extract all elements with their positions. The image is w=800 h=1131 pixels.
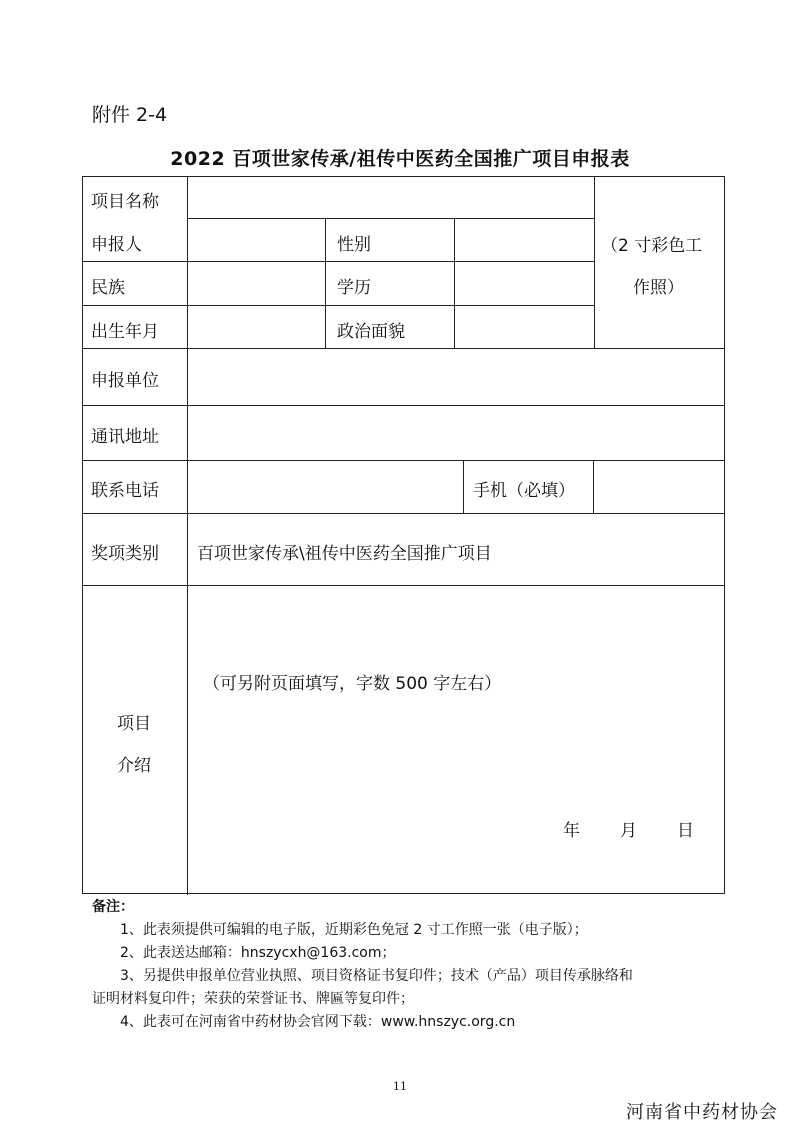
notes-section: [92, 896, 633, 1034]
row-divider: [83, 585, 725, 586]
row-divider: [83, 348, 725, 349]
label-mobile: 手机（必填）: [473, 481, 575, 501]
photo-placeholder-line2: 作照）: [633, 278, 684, 298]
date-year: 年: [563, 821, 580, 841]
column-divider: [594, 177, 595, 348]
note-item: 3、另提供申报单位营业执照、项目资格证书复印件；技术（产品）项目传承脉络和: [120, 968, 633, 984]
column-divider: [325, 218, 326, 348]
notes-heading: 备注：: [92, 899, 134, 915]
attachment-label: 附件 2-4: [92, 104, 168, 126]
date-day: 日: [677, 821, 694, 841]
intro-hint: （可另附页面填写，字数 500 字左右）: [203, 674, 502, 694]
award-category-value: 百项世家传承\祖传中医药全国推广项目: [197, 544, 492, 564]
application-form-table: [82, 176, 725, 894]
row-divider: [83, 460, 725, 461]
note-item: 4、此表可在河南省中药材协会官网下载：www.hnszyc.org.cn: [120, 1014, 516, 1030]
row-divider: [83, 405, 725, 406]
column-divider: [187, 177, 188, 895]
row-divider: [83, 305, 594, 306]
label-applicant: 申报人: [91, 235, 142, 255]
footer-organization: 河南省中药材协会: [626, 1102, 778, 1123]
row-divider: [83, 261, 594, 262]
photo-placeholder-line1: （2 寸彩色工: [601, 236, 703, 256]
date-month: 月: [620, 821, 637, 841]
label-unit: 申报单位: [91, 371, 159, 391]
label-birth-date: 出生年月: [91, 322, 159, 342]
note-item: 2、此表送达邮箱：hnszycxh@163.com；: [120, 945, 396, 961]
label-project-name: 项目名称: [91, 192, 159, 212]
label-award-category: 奖项类别: [91, 544, 159, 564]
row-divider: [83, 513, 725, 514]
note-item: 1、此表须提供可编辑的电子版，近期彩色免冠 2 寸工作照一张（电子版）；: [120, 922, 588, 938]
label-address: 通讯地址: [91, 427, 159, 447]
label-intro-line2: 介绍: [117, 756, 151, 776]
label-ethnicity: 民族: [91, 278, 125, 298]
column-divider: [454, 218, 455, 348]
note-item-continuation: 证明材料复印件；荣获的荣誉证书、牌匾等复印件；: [92, 991, 414, 1007]
label-intro-line1: 项目: [117, 714, 151, 734]
label-gender: 性别: [337, 235, 371, 255]
label-phone: 联系电话: [91, 481, 159, 501]
column-divider: [463, 460, 464, 513]
row-divider: [187, 218, 594, 219]
page-title: 2022 百项世家传承/祖传中医药全国推广项目申报表: [170, 148, 630, 170]
page-number: 11: [393, 1080, 407, 1093]
label-political-status: 政治面貌: [337, 322, 405, 342]
column-divider: [593, 460, 594, 513]
label-education: 学历: [337, 278, 371, 298]
